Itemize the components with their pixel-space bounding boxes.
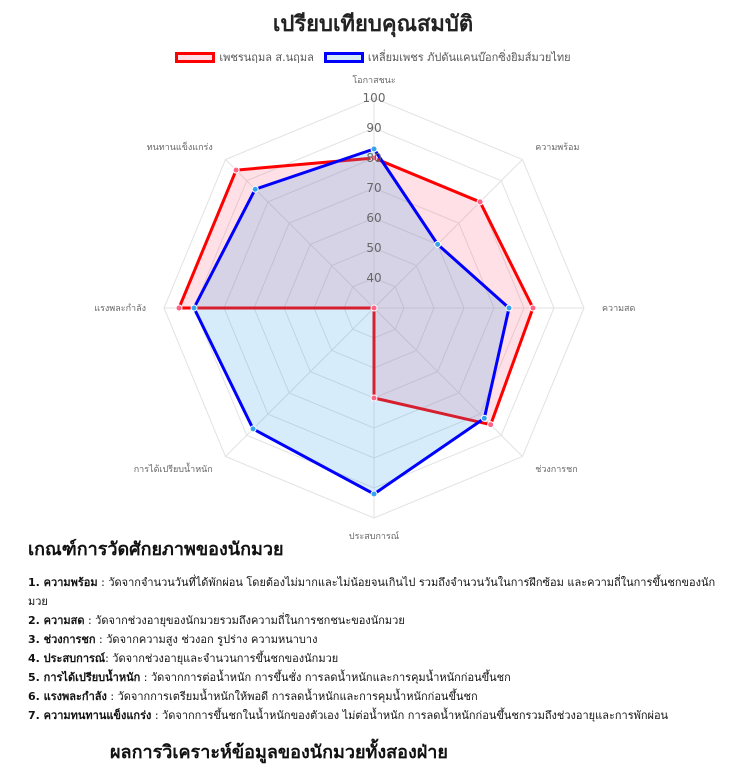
axis-label: การได้เปรียบน้ำหนัก: [133, 465, 213, 476]
criteria-item-desc: : วัดจากช่วงอายุของนักมวยรวมถึงความถี่ในการชกชนะของนักมวย: [84, 614, 405, 627]
criteria-item-desc: : วัดจากการเตรียมน้ำหนักให้พอดี การลดน้ำหนักและการคุมน้ำหนักก่อนขึ้นชก: [106, 690, 478, 703]
axis-label: โอกาสชนะ: [352, 76, 396, 86]
criteria-item-label: 5. การได้เปรียบน้ำหนัก: [28, 671, 141, 684]
axis-label: แรงพละกำลัง: [94, 304, 146, 314]
criteria-item: [28, 668, 718, 687]
criteria-item: [28, 649, 718, 668]
criteria-item-desc: : วัดจากจำนวนวันที่ได้พักผ่อน โดยต้องไม่มากและไม่น้อยจนเกินไป รวมถึงจำนวนวันในการฝึกซ้อม และความถี่ในการขึ้นชกของนักมวย: [28, 576, 716, 608]
series-1-point: [488, 422, 494, 428]
series-1-point: [477, 199, 483, 205]
criteria-heading: เกณฑ์การวัดศักยภาพของนักมวย: [28, 539, 284, 560]
series-2-point: [481, 415, 487, 421]
criteria-list: [28, 573, 718, 725]
axis-label: ความสด: [602, 304, 636, 314]
chart-title: เปรียบเทียบคุณสมบัติ: [272, 12, 474, 37]
axis-label: ความพร้อม: [535, 142, 580, 153]
series-2-point: [191, 305, 197, 311]
criteria-item-desc: : วัดจากความสูง ช่วงอก รูปร่าง ความหนาบาง: [95, 633, 318, 646]
tick-label: 80: [366, 151, 382, 165]
axis-label: ประสบการณ์: [348, 532, 400, 542]
tick-label: 50: [366, 241, 382, 255]
criteria-item-desc: : วัดจากการขึ้นชกในน้ำหนักของตัวเอง ไม่ต่อน้ำหนัก การลดน้ำหนักก่อนขึ้นชกรวมถึงช่วงอายุและการพักผ่อน: [151, 709, 669, 722]
criteria-item-label: 1. ความพร้อม: [28, 576, 98, 589]
footer-heading: ผลการวิเคราะห์ข้อมูลของนักมวยทั้งสองฝ่าย: [110, 742, 448, 763]
series-1-point: [371, 305, 377, 311]
series-2-point: [250, 426, 256, 432]
criteria-item-desc: : วัดจากช่วงอายุและจำนวนการขึ้นชกของนักมวย: [105, 652, 339, 665]
criteria-item-label: 6. แรงพละกำลัง: [28, 690, 107, 703]
tick-label: 100: [362, 91, 386, 105]
criteria-item-label: 7. ความทนทานแข็งแกร่ง: [28, 709, 152, 722]
tick-label: 60: [366, 211, 382, 225]
legend-label-series-2: เหลี่ยมเพชร ภัปดันแคนบ๊อกซิ่งยิมส์มวยไทย: [367, 51, 571, 64]
criteria-item: [28, 706, 718, 725]
criteria-item-desc: : วัดจากการต่อน้ำหนัก การขึ้นชั่ง การลดน้ำหนักและการคุมน้ำหนักก่อนขึ้นชก: [140, 671, 511, 684]
tick-label: 90: [366, 121, 382, 135]
criteria-item-label: 4. ประสบการณ์: [28, 652, 106, 665]
series-2-point: [252, 186, 258, 192]
series-2-point: [506, 305, 512, 311]
series-1-point: [176, 305, 182, 311]
series-1-point: [233, 167, 239, 173]
criteria-section: [28, 534, 718, 725]
tick-label: 70: [366, 181, 382, 195]
legend-label-series-1: เพชรนฤมล ส.นฤมล: [219, 51, 314, 64]
criteria-item-label: 3. ช่วงการชก: [28, 633, 96, 646]
criteria-item: [28, 573, 718, 611]
criteria-item: [28, 687, 718, 706]
series-1-point: [530, 305, 536, 311]
series-2-point: [435, 241, 441, 247]
criteria-item: [28, 630, 718, 649]
criteria-item-label: 2. ความสด: [28, 614, 85, 627]
series-2-point: [371, 491, 377, 497]
tick-label: 40: [366, 271, 382, 285]
series-1-point: [371, 395, 377, 401]
axis-label: ช่วงการชก: [535, 465, 578, 476]
axis-label: ทนทานแข็งแกร่ง: [146, 142, 213, 153]
criteria-item: [28, 611, 718, 630]
